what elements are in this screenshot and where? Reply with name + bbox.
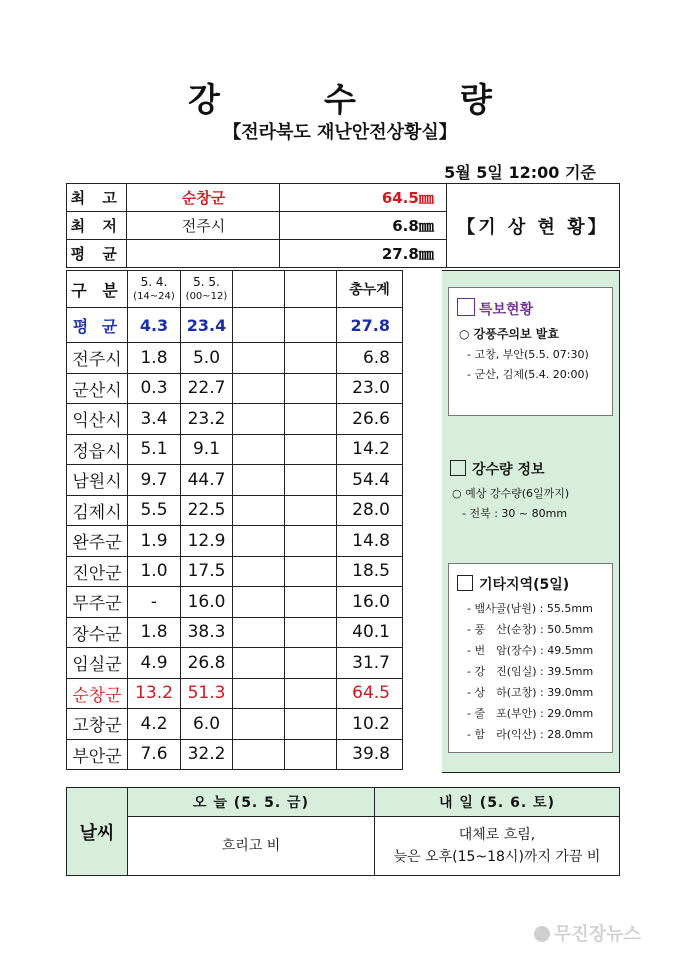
row-day2: 6.0 [181,709,233,740]
row-name: 전주시 [67,343,128,374]
row-total: 23.0 [337,373,403,404]
empty-cell [285,617,337,648]
header-day1 [128,271,181,308]
other-regions-title-text: 기타지역(5일) [479,577,570,593]
watermark-logo-icon [534,926,550,942]
row-day2: 23.2 [181,404,233,435]
summary-value: 6.8㎜ [280,212,446,240]
reference-time: 5월 5일 12:00 기준 [444,163,596,182]
row-day1: 4.9 [128,648,181,679]
rainfall-header-row [67,271,403,308]
row-day2: 5.0 [181,343,233,374]
empty-cell [285,526,337,557]
empty-cell [233,739,285,770]
other-region-item: - 줄 포(부안) : 29.0mm [467,707,594,720]
row-day2: 22.7 [181,373,233,404]
rainfall-row [67,617,403,648]
forecast-title [450,459,569,479]
header-day2 [181,271,233,308]
other-regions-panel [448,563,613,753]
header-day2-date: 5. 5. [193,274,220,289]
row-total: 28.0 [337,495,403,526]
empty-cell [285,373,337,404]
empty-cell [233,271,285,308]
row-total: 26.6 [337,404,403,435]
summary-label: 최 고 [67,184,127,212]
empty-cell [233,308,285,343]
other-region-item: - 번 암(장수) : 49.5mm [467,644,594,657]
other-region-item: - 풍 산(순창) : 50.5mm [467,623,594,636]
summary-region: 전주시 [127,212,280,240]
forecast-section [450,449,569,521]
rainfall-row [67,587,403,618]
summary-value: 64.5㎜ [280,184,446,212]
empty-cell [285,308,337,343]
tomorrow-desc-line2: 늦은 오후(15~18시)까지 가끔 비 [393,849,601,865]
page-subtitle: 【전라북도 재난안전상황실】 [223,122,457,143]
row-day2: 16.0 [181,587,233,618]
empty-cell [233,648,285,679]
empty-cell [233,526,285,557]
row-total: 39.8 [337,739,403,770]
empty-cell [233,495,285,526]
summary-region [127,240,280,268]
weather-table [66,787,620,876]
row-name: 고창군 [67,709,128,740]
row-total: 6.8 [337,343,403,374]
row-day1: 1.8 [128,343,181,374]
other-region-item: - 함 라(익산) : 28.0mm [467,728,594,741]
row-total: 14.8 [337,526,403,557]
row-day1: 4.2 [128,709,181,740]
forecast-line: ○ 예상 강수량(6일까지) [452,487,570,500]
row-name: 남원시 [67,465,128,496]
row-day2: 44.7 [181,465,233,496]
title-char: 강 [188,80,220,119]
empty-cell [233,709,285,740]
empty-cell [285,271,337,308]
summary-label: 최 저 [67,212,127,240]
header-label: 구 분 [67,271,128,308]
row-day2: 22.5 [181,495,233,526]
empty-cell [285,556,337,587]
empty-cell [285,678,337,709]
row-day2: 23.4 [181,308,233,343]
row-name: 장수군 [67,617,128,648]
row-name: 익산시 [67,404,128,435]
forecast-title-text: 강수량 정보 [472,462,545,478]
watermark-text: 무진장뉴스 [554,924,641,945]
checkbox-square-icon [457,575,473,591]
row-day2: 32.2 [181,739,233,770]
weather-header-row [67,788,620,817]
row-day1: 4.3 [128,308,181,343]
row-day1: - [128,587,181,618]
row-name: 진안군 [67,556,128,587]
rainfall-row [67,526,403,557]
summary-table [66,183,620,268]
other-region-item: - 상 하(고창) : 39.0mm [467,686,594,699]
row-day2: 26.8 [181,648,233,679]
rainfall-average-row [67,308,403,343]
empty-cell [285,404,337,435]
row-day1: 1.9 [128,526,181,557]
empty-cell [285,343,337,374]
row-day2: 12.9 [181,526,233,557]
alerts-title-text: 특보현황 [479,302,534,318]
row-total: 10.2 [337,709,403,740]
empty-cell [285,587,337,618]
tomorrow-title: 내 일 (5. 6. 토) [375,788,620,817]
empty-cell [233,587,285,618]
tomorrow-desc-line1: 대체로 흐림, [458,827,536,843]
row-name: 부안군 [67,739,128,770]
other-regions-title [457,574,612,594]
empty-cell [285,495,337,526]
empty-cell [233,678,285,709]
row-total: 31.7 [337,648,403,679]
row-total: 27.8 [337,308,403,343]
row-day2: 17.5 [181,556,233,587]
row-name: 김제시 [67,495,128,526]
rainfall-row [67,465,403,496]
other-regions-list [449,600,612,742]
row-name: 무주군 [67,587,128,618]
row-day2: 9.1 [181,434,233,465]
empty-cell [233,617,285,648]
checkbox-square-icon [457,298,475,316]
header-day1-time: (14~24) [133,290,175,302]
row-total: 18.5 [337,556,403,587]
row-total: 14.2 [337,434,403,465]
alerts-item: - 군산, 김제(5.4. 20:00) [467,368,589,381]
rainfall-row [67,343,403,374]
empty-cell [285,648,337,679]
header-day2-time: (00~12) [185,290,228,302]
rainfall-row [67,709,403,740]
today-desc: 흐리고 비 [128,817,375,876]
row-day1: 0.3 [128,373,181,404]
weather-label: 날씨 [67,788,128,876]
rainfall-row [67,648,403,679]
rainfall-table [66,270,403,770]
title-char: 수 [324,80,356,119]
empty-cell [233,373,285,404]
empty-cell [233,434,285,465]
title-char: 량 [460,80,492,119]
empty-cell [285,709,337,740]
empty-cell [233,343,285,374]
summary-value: 27.8㎜ [280,240,446,268]
row-total: 64.5 [337,678,403,709]
empty-cell [285,465,337,496]
alerts-line: ○ 강풍주의보 발효 [459,327,559,341]
row-day1: 5.1 [128,434,181,465]
row-day2: 51.3 [181,678,233,709]
alerts-item: - 고창, 부안(5.5. 07:30) [467,348,589,361]
tomorrow-desc [375,817,620,876]
summary-region: 순창군 [127,184,280,212]
other-region-item: - 강 진(임실) : 39.5mm [467,665,594,678]
row-name: 임실군 [67,648,128,679]
row-total: 16.0 [337,587,403,618]
row-name: 평 균 [67,308,128,343]
weather-status-title: 【기 상 현 황】 [446,184,619,268]
row-day1: 7.6 [128,739,181,770]
watermark [534,920,641,946]
rainfall-row [67,678,403,709]
row-name: 군산시 [67,373,128,404]
row-day1: 1.0 [128,556,181,587]
row-day1: 5.5 [128,495,181,526]
checkbox-square-icon [450,460,466,476]
empty-cell [285,739,337,770]
summary-label: 평 균 [67,240,127,268]
today-title: 오 늘 (5. 5. 금) [128,788,375,817]
alerts-title [457,298,612,319]
rainfall-row [67,434,403,465]
row-day1: 1.8 [128,617,181,648]
row-day2: 38.3 [181,617,233,648]
empty-cell [233,556,285,587]
weather-info-sidebar [442,270,620,773]
row-day1: 13.2 [128,678,181,709]
header-day1-date: 5. 4. [140,274,168,289]
other-region-item: - 뱀사골(남원) : 55.5mm [467,602,593,615]
forecast-item: - 전북 : 30 ~ 80mm [462,507,568,520]
alerts-panel [448,287,613,416]
rainfall-row [67,556,403,587]
row-total: 54.4 [337,465,403,496]
empty-cell [233,465,285,496]
rainfall-row [67,495,403,526]
row-day1: 9.7 [128,465,181,496]
header-total: 총누계 [337,271,403,308]
row-name: 정읍시 [67,434,128,465]
row-day1: 3.4 [128,404,181,435]
rainfall-row [67,404,403,435]
rainfall-row [67,373,403,404]
rainfall-row [67,739,403,770]
summary-max-row [67,184,620,212]
empty-cell [285,434,337,465]
row-name: 순창군 [67,678,128,709]
row-name: 완주군 [67,526,128,557]
page-title [0,74,680,121]
empty-cell [233,404,285,435]
row-total: 40.1 [337,617,403,648]
weather-body-row [67,817,620,876]
